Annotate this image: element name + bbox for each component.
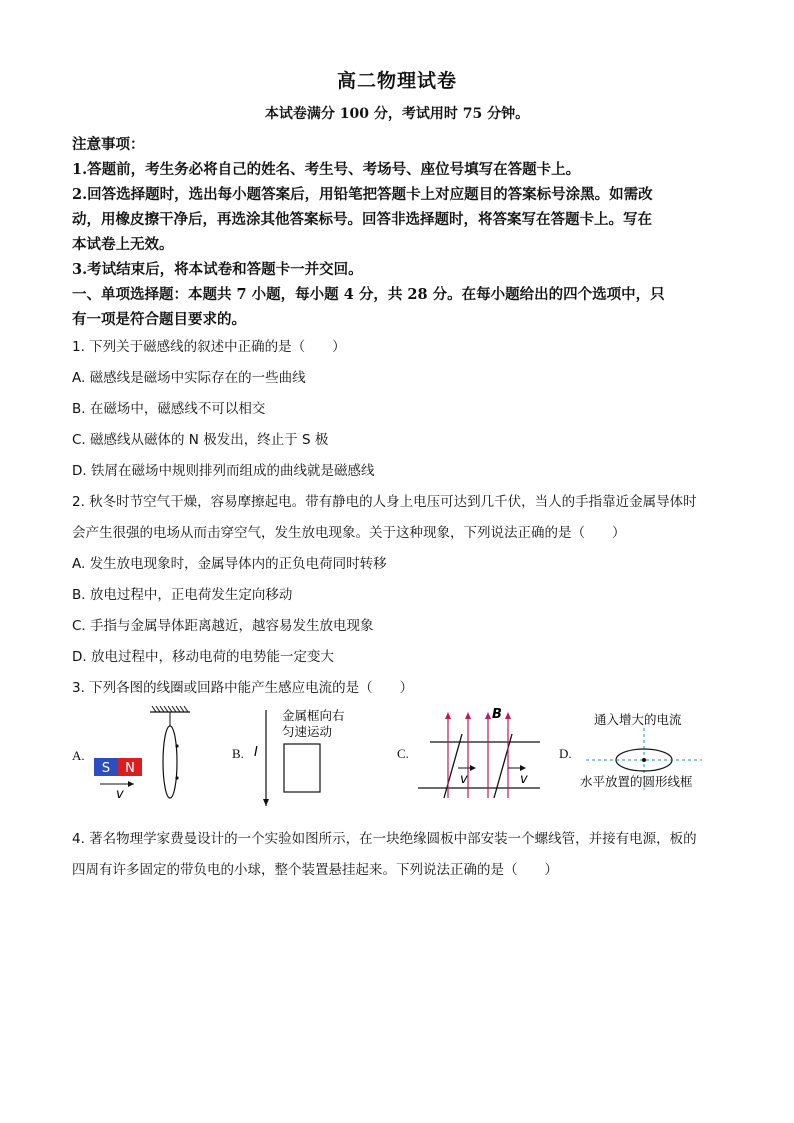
figure-d-ring bbox=[572, 706, 722, 818]
question-stem-line: 2. 秋冬时节空气干燥，容易摩擦起电。带有静电的人身上电压可达到几千伏，当人的手指靠近金属导体时 bbox=[72, 494, 697, 510]
field-label: B bbox=[492, 707, 502, 722]
question-2 bbox=[72, 487, 722, 673]
question-stem-line: 4. 著名物理学家费曼设计的一个实验如图所示，在一块绝缘圆板中部安装一个螺线管，并接有电源，板的 bbox=[72, 831, 697, 847]
option-d: D. 放电过程中，移动电荷的电势能一定变大 bbox=[72, 649, 334, 665]
question-stem-line: 四周有许多固定的带负电的小球，整个装置悬挂起来。下列说法正确的是（ ） bbox=[72, 862, 558, 878]
figure-d-label: D. bbox=[559, 746, 572, 761]
current-label: I bbox=[254, 745, 258, 760]
magnet-n-label: N bbox=[125, 761, 135, 776]
question-4 bbox=[72, 824, 722, 886]
question-3 bbox=[72, 673, 722, 818]
question-stem: 3. 下列各图的线圈或回路中能产生感应电流的是（ ） bbox=[72, 680, 414, 696]
option-a: A. 磁感线是磁场中实际存在的一些曲线 bbox=[72, 370, 306, 386]
notes-heading: 注意事项： bbox=[72, 136, 145, 153]
option-c: C. 手指与金属导体距离越近，越容易发生放电现象 bbox=[72, 618, 374, 634]
note-line: 2.回答选择题时，选出每小题答案后，用铅笔把答题卡上对应题目的答案标号涂黑。如需改 bbox=[72, 186, 653, 203]
velocity-arrow-right bbox=[520, 765, 526, 771]
section-one-heading bbox=[72, 282, 722, 332]
velocity-label-right: v bbox=[520, 772, 528, 787]
note-line: 3.考试结束后，将本试卷和答题卡一并交回。 bbox=[72, 261, 363, 278]
ceiling-hatch bbox=[150, 706, 190, 712]
figure-d-caption-bottom: 水平放置的圆形线框 bbox=[580, 774, 693, 789]
option-b: B. 放电过程中，正电荷发生定向移动 bbox=[72, 587, 293, 603]
figure-b-wire-frame bbox=[250, 706, 380, 818]
note-line: 1.答题前，考生务必将自己的姓名、考生号、考场号、座位号填写在答题卡上。 bbox=[72, 161, 581, 178]
question-1 bbox=[72, 332, 722, 487]
exam-subtitle: 本试卷满分 100 分，考试用时 75 分钟。 bbox=[264, 106, 530, 122]
velocity-label-left: v bbox=[460, 772, 468, 787]
section-heading-line: 一、单项选择题：本题共 7 小题，每小题 4 分，共 28 分。在每小题给出的四个选项中，只 bbox=[72, 286, 665, 303]
option-d: D. 铁屑在磁场中规则排列而组成的曲线就是磁感线 bbox=[72, 463, 375, 479]
figure-b-caption-1: 金属框向右 bbox=[282, 708, 345, 723]
figure-b-caption-2: 匀速运动 bbox=[282, 724, 333, 739]
figure-c-rails bbox=[412, 706, 552, 818]
question-3-figures bbox=[72, 706, 722, 818]
field-lines bbox=[445, 712, 511, 798]
velocity-label: v bbox=[116, 787, 124, 802]
section-heading-line: 有一项是符合题目要求的。 bbox=[72, 311, 246, 328]
note-line: 动，用橡皮擦干净后，再选涂其他答案标号。回答非选择题时，将答案写在答题卡上。写在 bbox=[72, 211, 652, 228]
option-b: B. 在磁场中，磁感线不可以相交 bbox=[72, 401, 266, 417]
figure-d-caption-top: 通入增大的电流 bbox=[594, 712, 682, 727]
page-title: 高二物理试卷 bbox=[336, 70, 457, 92]
figure-c-label: C. bbox=[397, 746, 409, 761]
metal-frame bbox=[284, 744, 320, 792]
question-stem-line: 会产生很强的电场从而击穿空气，发生放电现象。关于这种现象，下列说法正确的是（ ） bbox=[72, 525, 626, 541]
exam-page bbox=[72, 66, 722, 886]
option-a: A. 发生放电现象时，金属导体内的正负电荷同时转移 bbox=[72, 556, 387, 572]
figure-b-label: B. bbox=[232, 746, 244, 761]
figure-a-magnet-coil bbox=[90, 706, 210, 818]
figure-a-label: A. bbox=[72, 748, 85, 763]
magnet-s-label: S bbox=[101, 761, 111, 776]
notes-section bbox=[72, 132, 722, 282]
question-stem: 1. 下列关于磁感线的叙述中正确的是（ ） bbox=[72, 339, 346, 355]
velocity-arrow-left bbox=[470, 765, 476, 771]
option-c: C. 磁感线从磁体的 N 极发出，终止于 S 极 bbox=[72, 432, 329, 448]
note-line: 本试卷上无效。 bbox=[72, 236, 174, 253]
coil-loop bbox=[163, 726, 177, 798]
